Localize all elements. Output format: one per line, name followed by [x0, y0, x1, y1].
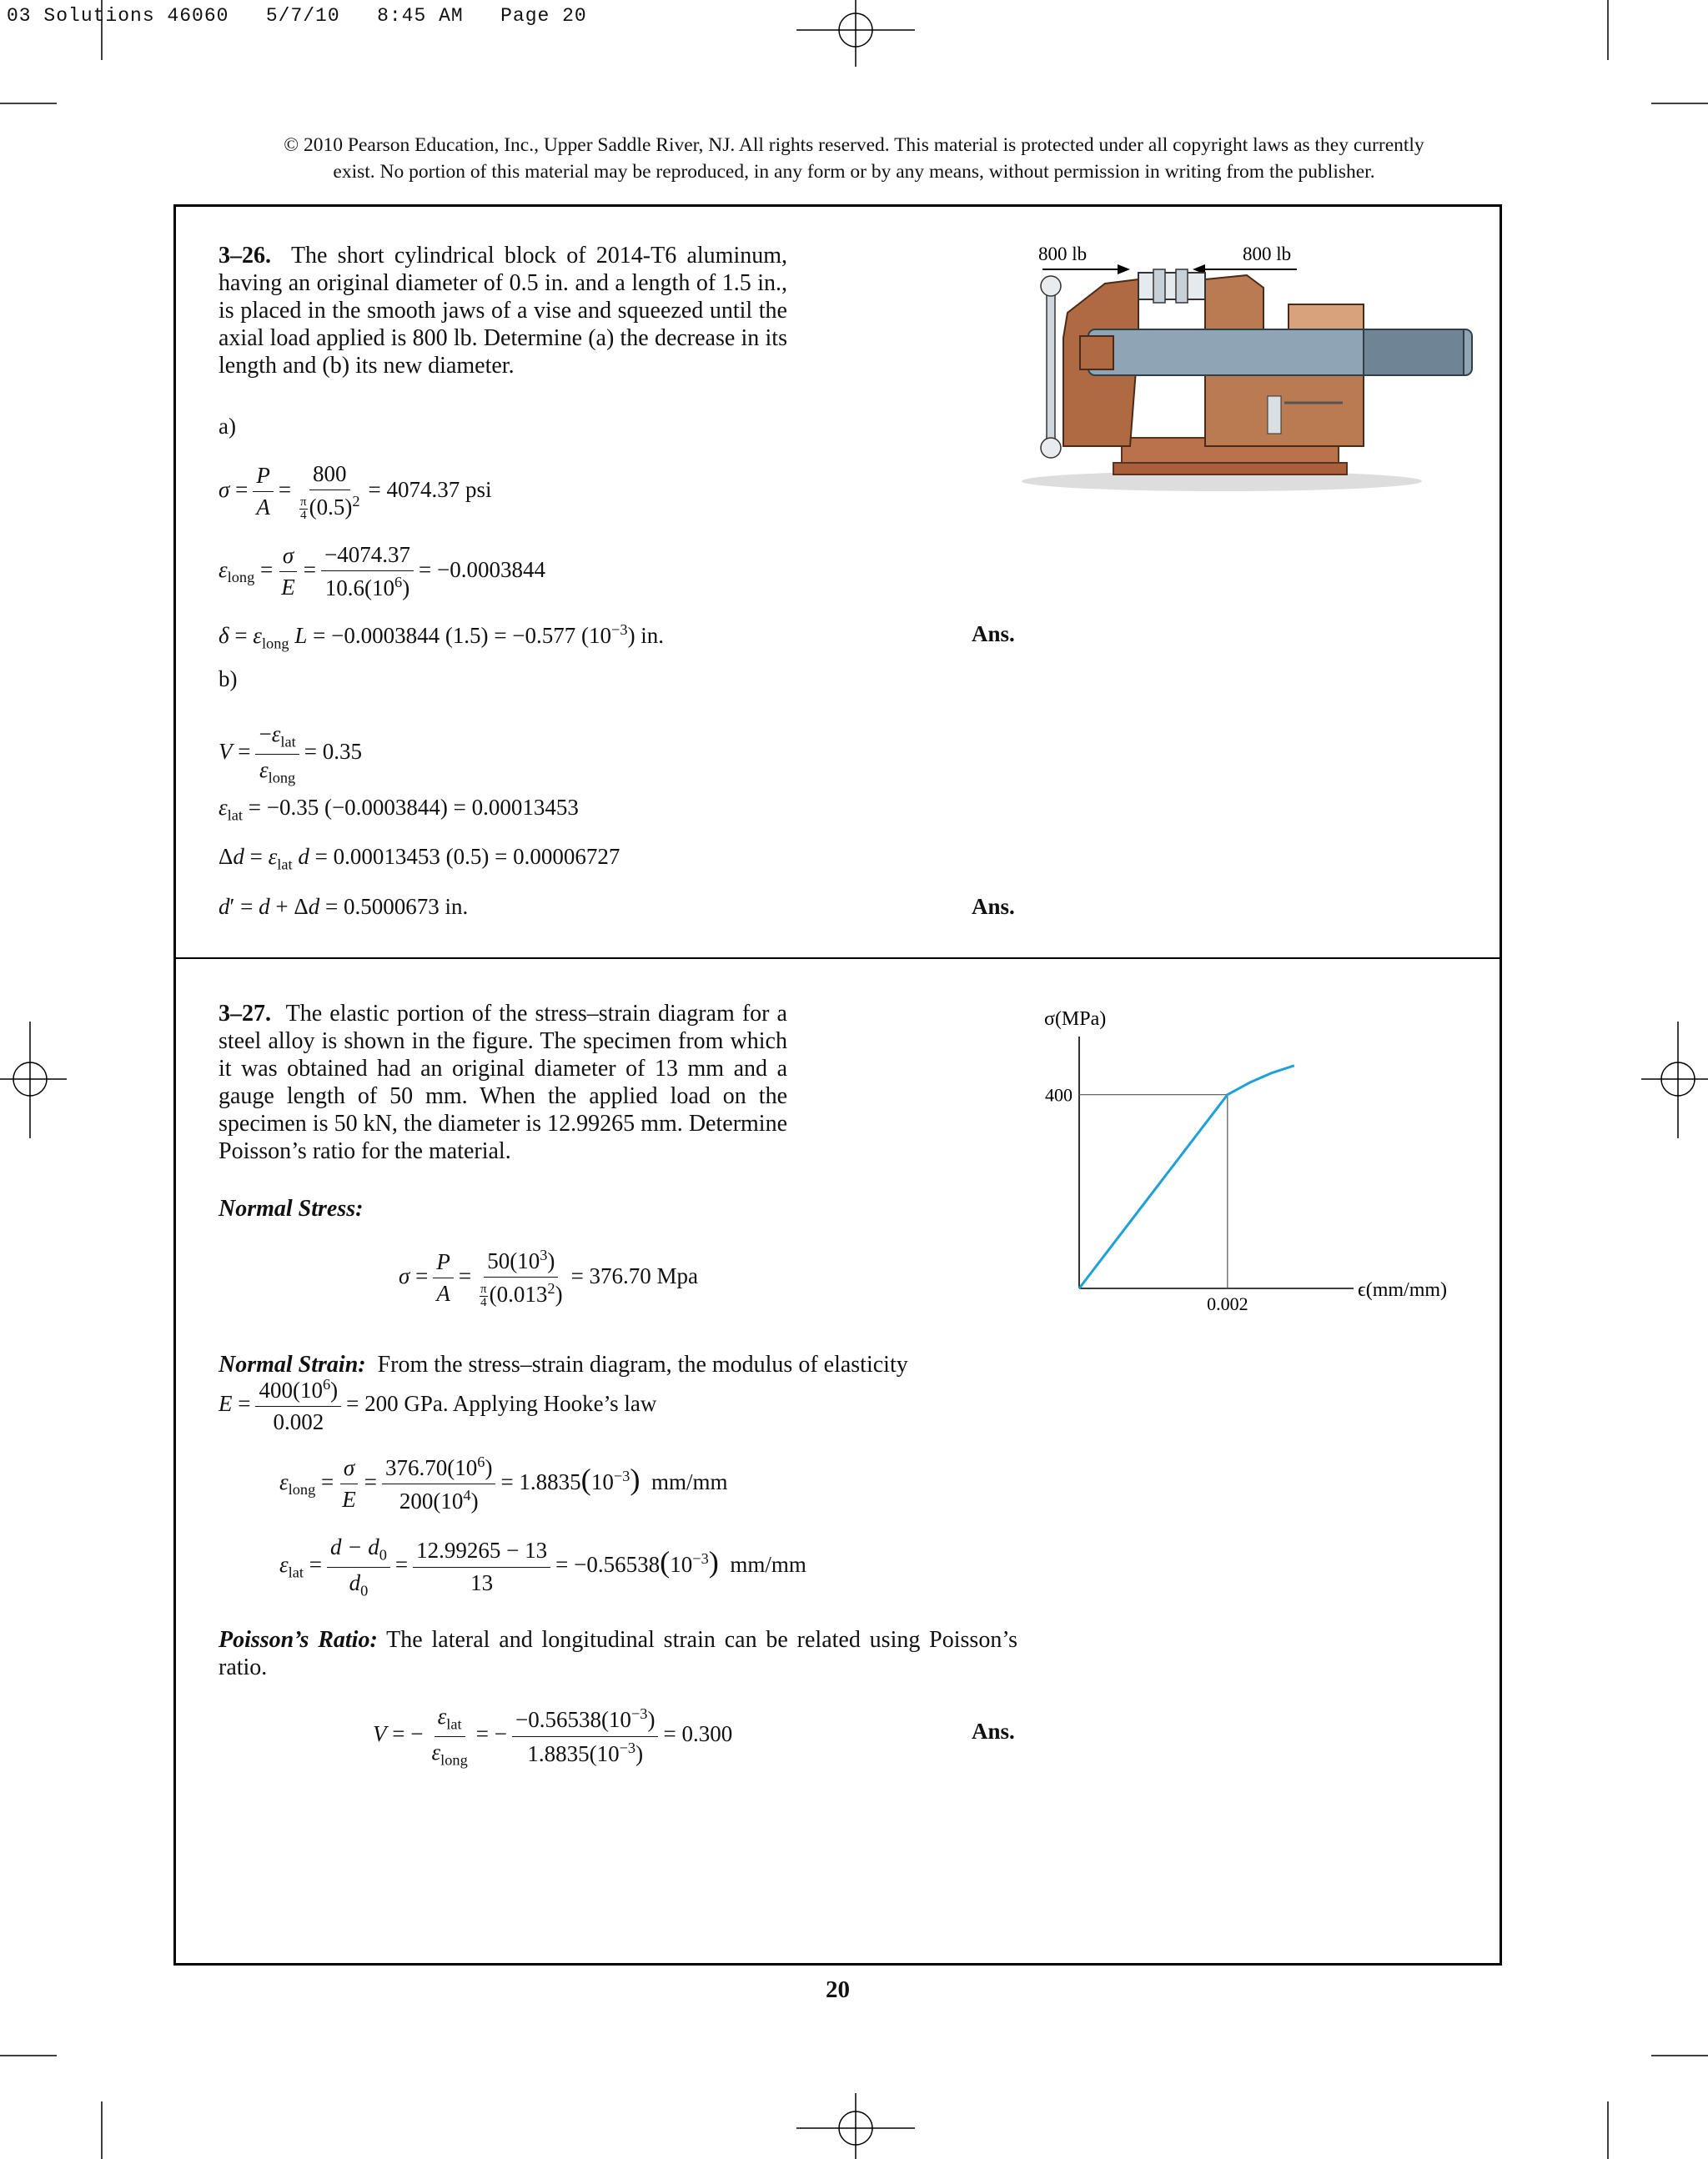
- lateral-strain-equation-326: $\varepsilon_{lat} = -0.35$ (−0.0003844) = 0.00013453: [219, 795, 579, 824]
- x-tick-label: 0.002: [1207, 1293, 1248, 1313]
- problem-text: The elastic portion of the stress–strain diagram for a steel alloy is shown in the figure. The specimen from which it was obtained had an original diameter of 13 mm and a gauge length of 50 mm. When the applied load on the specimen is 50 kN, the diameter is 12.99265 mm. Determine Poisson’s ratio for the material.: [219, 1001, 787, 1164]
- copyright-line-1: © 2010 Pearson Education, Inc., Upper Saddle River, NJ. All rights reserved. This material is protected under all copyright laws as they currently: [284, 134, 1424, 156]
- strain-equation-326: $\varepsilon_{long}$ = $\frac{\sigma}{E}$ = $\frac{-4074.37}{10.6(10^6)}$ = −0.0003844: [219, 542, 545, 601]
- stress-equation-326: σ = $\frac{P}{A}$ = 800 $\frac{\pi}{4}$ $(0.5)^2$ = 4074.37 psi: [219, 461, 492, 523]
- deformation-equation-326: $\delta = \varepsilon_{long}$ L = −0.0003844 (1.5) = −0.577 $(10^{-3})$ in.: [219, 621, 665, 652]
- problem-divider: [175, 957, 1500, 959]
- normal-strain-paragraph: Normal Strain: From the stress–strain diagram, the modulus of elasticity: [219, 1352, 908, 1378]
- answer-label: Ans.: [972, 621, 1015, 646]
- new-diameter-equation-326: d′ = d + Δd = 0.5000673 in.: [219, 894, 469, 919]
- part-a-label: a): [219, 414, 236, 439]
- copyright-notice: [125, 132, 1583, 185]
- answer-label: Ans.: [972, 894, 1015, 919]
- problem-text: The short cylindrical block of 2014-T6 aluminum, having an original diameter of 0.5 in. and a length of 1.5 in., is placed in the smooth jaws of a vise and squeezed until the axial load applied is 800 lb. Determine (a) the decrease in its length and (b) its new diameter.: [219, 243, 787, 379]
- normal-stress-heading: Normal Stress:: [219, 1196, 364, 1222]
- answer-label: Ans.: [972, 1719, 1015, 1744]
- print-slug: 03 Solutions 46060 5/7/10 8:45 AM Page 20: [7, 5, 587, 27]
- copyright-line-2: exist. No portion of this material may be reproduced, in any form or by any means, without permission in writing from the publisher.: [333, 161, 1375, 183]
- lateral-strain-equation-327: $\varepsilon_{lat}$ = $\frac{d - d_0}{d_0}$ = $\frac{12.99265 - 13}{13}$ = $-0.56538(10^{-3})$ mm/mm: [279, 1534, 806, 1599]
- stress-strain-chart: [1034, 997, 1468, 1313]
- problem-number: 3–27.: [219, 1001, 271, 1027]
- stress-equation-327: σ = $\frac{P}{A}$ = $50(10^3)$ $\frac{\pi}{4}$ (0.013$^2$) = 376.70 Mpa: [399, 1247, 699, 1310]
- longitudinal-strain-equation-327: $\varepsilon_{long}$ = $\frac{\sigma}{E}$ = $\frac{376.70(10^6)}{200(10^4)}$ = $1.8835(10^{-3})$ mm/mm: [279, 1454, 728, 1514]
- poisson-equation-326: V = $\frac{-\varepsilon_{lat}}{\varepsilon_{long}}$ = 0.35: [219, 721, 362, 786]
- load-label-left: 800 lb: [1038, 244, 1088, 264]
- part-b-label: b): [219, 666, 238, 691]
- modulus-equation-327: E = $\frac{400(10^6)}{0.002}$ = 200 GPa. Applying Hooke’s law: [219, 1376, 657, 1435]
- series-line-stress-strain: [1079, 1066, 1294, 1288]
- x-axis-label: ϵ(mm/mm): [1358, 1279, 1448, 1301]
- vise-figure: [1013, 238, 1480, 496]
- y-tick-label: 400: [1045, 1084, 1073, 1106]
- page-number: 20: [826, 1976, 850, 2003]
- problem-3-27-statement: [219, 1000, 787, 1165]
- y-axis-label: σ(MPa): [1044, 1008, 1107, 1030]
- load-label-right: 800 lb: [1243, 244, 1292, 264]
- problem-3-26-statement: [219, 242, 787, 379]
- poisson-ratio-paragraph: Poisson’s Ratio: The lateral and longitudinal strain can be related using Poisson’s ratio.: [219, 1627, 1017, 1680]
- problem-number: 3–26.: [219, 243, 271, 269]
- poisson-equation-327: V = − $\frac{\varepsilon_{lat}}{\varepsilon_{long}}$ = − $\frac{-0.56538(10^{-3})}{1.8835(10^{-3})}$ = 0.300: [373, 1704, 733, 1768]
- diameter-change-equation-326: $\Delta d = \varepsilon_{lat}$ d = 0.00013453 (0.5) = 0.00006727: [219, 844, 620, 873]
